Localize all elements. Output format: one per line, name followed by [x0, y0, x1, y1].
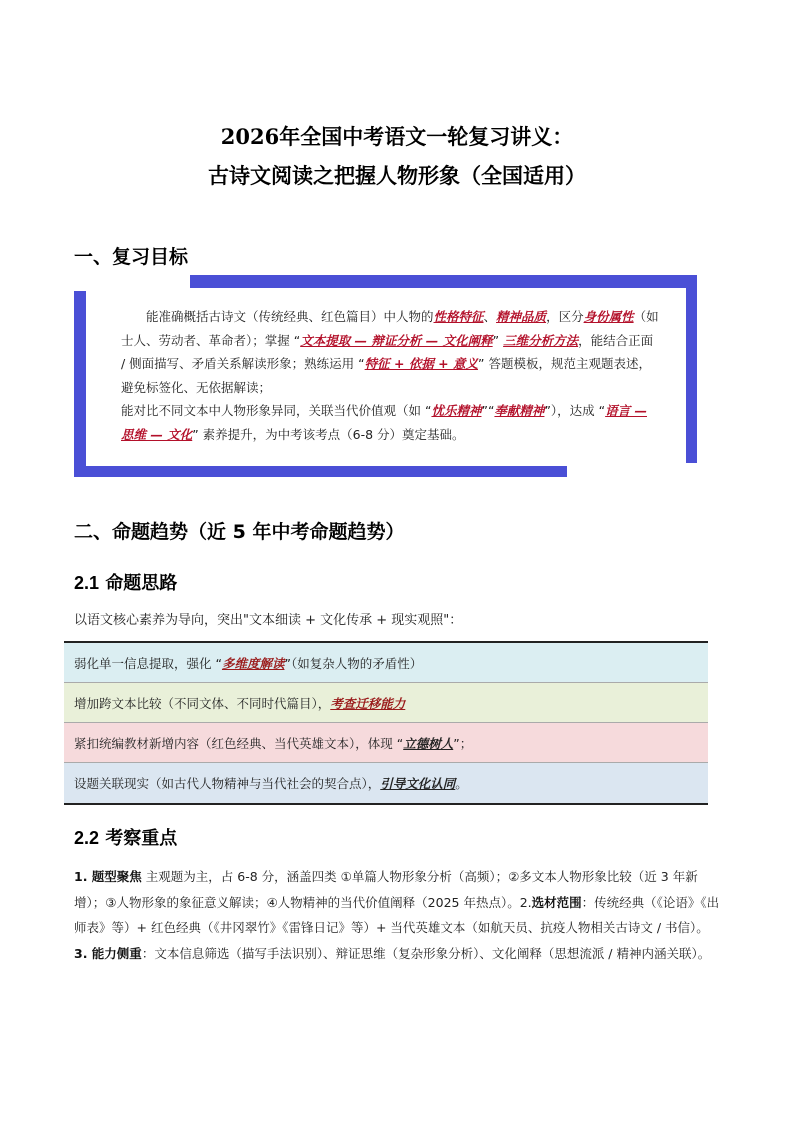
trend-row-3: 紧扣统编教材新增内容（红色经典、当代英雄文本），体现 “ 立德树人 ”； [64, 723, 708, 763]
doc-title-line1: 2026年全国中考语文一轮复习讲义： [220, 124, 574, 149]
trend-table [64, 641, 708, 805]
key-points: 1. 题型聚焦 主观题为主，占 6-8 分，涵盖四类 ①单篇人物形象分析（高频）；②多文本人物形象比较（近 3 年新增）；③人物形象的象征意义解读；④人物精神的当代价值阐释（2025 年热点）。2.选材范围：传统经典（《论语》《出师表》等）+ 红色经典（《井冈翠竹》《雷锋日记》等）+ 当代英雄文本（如航天员、抗疫人物相关古诗文 / 书信）。 3. 能力侧重：文本信息筛选（描写手法识别）、辩证思维（复杂形象分析）、文化阐释（思想流派 / 精神内涵关联）。 [74, 869, 720, 961]
section1-heading: 一、复习目标 [74, 246, 189, 268]
objectives-text [121, 305, 661, 446]
trend-row-2: 增加跨文本比较（不同文体、不同时代篇目）， 考查迁移能力 [64, 683, 708, 723]
trend-intro: 以语文核心素养为导向，突出"文本细读 + 文化传承 + 现实观照"： [74, 613, 463, 628]
objectives-paragraph-1: 能准确概括古诗文（传统经典、红色篇目）中人物的性格特征、精神品质，区分身份属性（如士人、劳动者、革命者）；掌握 “文本提取 — 辩证分析 — 文化阐释” 三维分析方法，能结合正面 / 侧面描写、矛盾关系解读形象；熟练运用 “特征 + 依据 + 意义” 答题模板，规范主观题表述，避免标签化、无依据解读； [121, 309, 659, 395]
trend-row-1: 弱化单一信息提取，强化 “ 多维度解读 ”（如复杂人物的矛盾性） [64, 643, 708, 683]
subsection-2-1-heading: 2.1 命题思路 [74, 573, 178, 594]
section2-heading: 二、命题趋势（近 5 年中考命题趋势） [74, 521, 405, 543]
doc-title-line2: 古诗文阅读之把握人物形象（全国适用） [208, 163, 586, 188]
objectives-paragraph-2: 能对比不同文本中人物形象异同，关联当代价值观（如 “忧乐精神”“奉献精神”），达成 “语言 — 思维 — 文化” 素养提升，为中考该考点（6-8 分）奠定基础。 [121, 403, 647, 442]
trend-row-4: 设题关联现实（如古代人物精神与当代社会的契合点）， 引导文化认同 。 [64, 763, 708, 803]
subsection-2-2-heading: 2.2 考察重点 [74, 828, 178, 849]
